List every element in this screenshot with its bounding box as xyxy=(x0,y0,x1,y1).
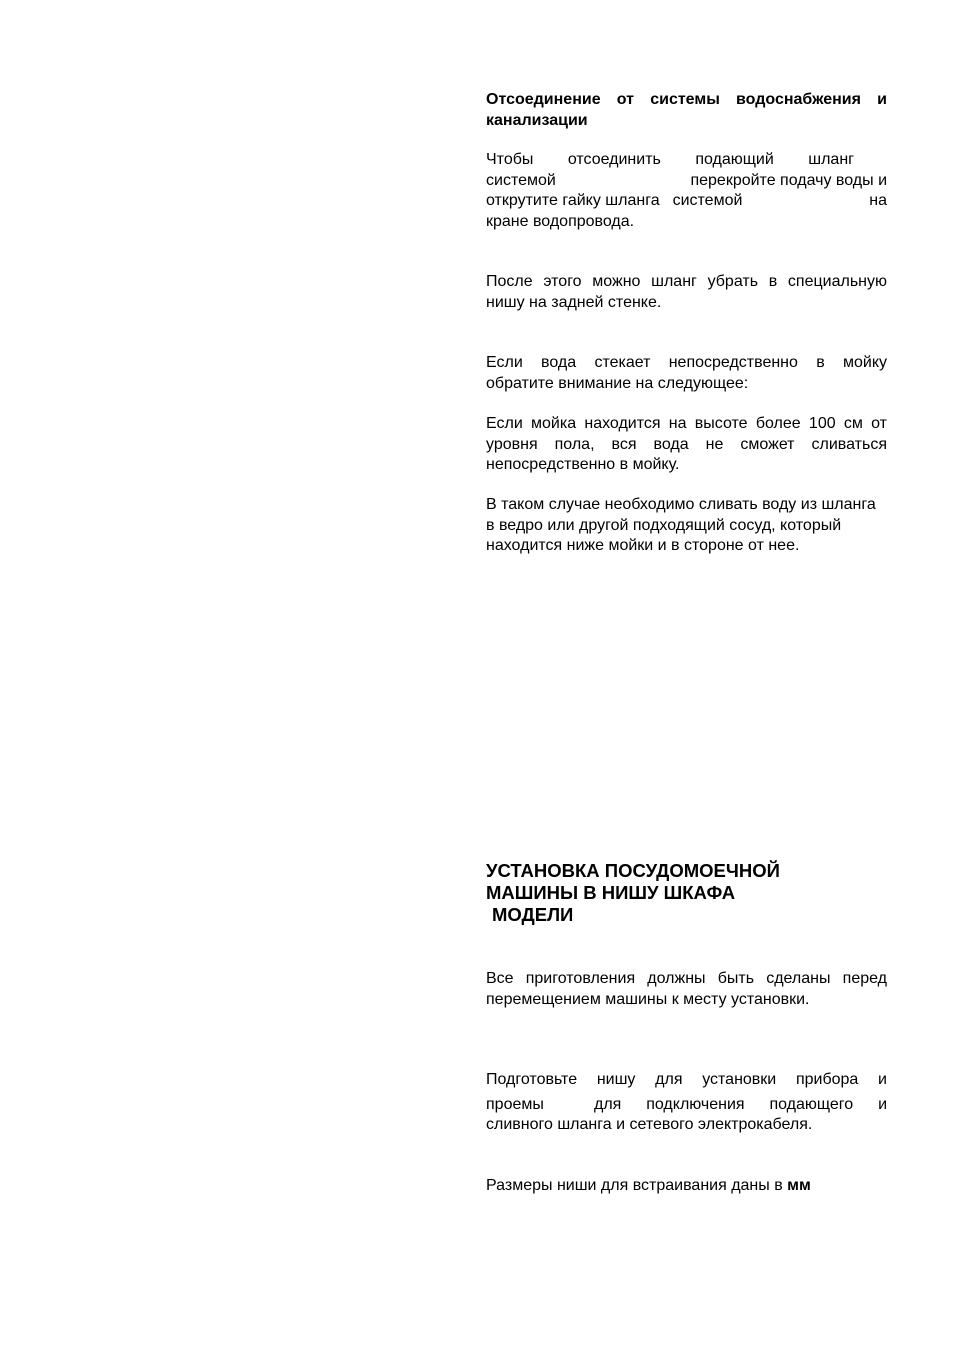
dimensions-text: Размеры ниши для встраивания даны в xyxy=(486,1177,783,1194)
paragraph-line: сливного шланга и сетевого электрокабеля. xyxy=(486,1116,813,1133)
dimensions-unit: мм xyxy=(787,1177,811,1194)
paragraph-bucket: В таком случае необходимо сливать воду из шланга в ведро или другой подходящий сосуд, который находится ниже мойки и в стороне от нее. xyxy=(486,496,876,554)
text-fragment: открутите гайку шланга xyxy=(486,192,660,209)
paragraph-line xyxy=(486,171,887,192)
paragraph-line: Подготовьте нишу для установки прибора и xyxy=(486,1071,887,1088)
paragraph-sink-drain: Если вода стекает непосредственно в мойку обратите внимание на следующее: xyxy=(486,354,887,392)
title-line: МАШИНЫ В НИШУ ШКАФА xyxy=(486,882,736,903)
paragraph-line: кране водопровода. xyxy=(486,212,635,230)
heading-disconnect: Отсоединение от системы водоснабжения и канализации xyxy=(486,91,887,129)
text-fragment: перекройте подачу воды и xyxy=(690,171,887,189)
paragraph-disconnect-hose xyxy=(486,150,887,232)
paragraph-line xyxy=(486,1095,887,1116)
title-line: УСТАНОВКА ПОСУДОМОЕЧНОЙ xyxy=(486,860,780,881)
paragraph-niche-dimensions xyxy=(486,1176,887,1197)
text-fragment: системой xyxy=(486,171,556,189)
text-fragment: для подключения подающего и xyxy=(594,1095,887,1113)
title-line: МОДЕЛИ xyxy=(492,904,574,925)
paragraph-line: Чтобы отсоединить подающий шланг xyxy=(486,151,854,168)
installation-title xyxy=(486,860,887,926)
paragraph-line xyxy=(486,191,887,212)
text-fragment: проемы xyxy=(486,1095,544,1113)
paragraph-preparations: Все приготовления должны быть сделаны перед перемещением машины к месту установки. xyxy=(486,970,887,1008)
paragraph-prepare-niche xyxy=(486,1070,887,1136)
text-fragment: системой xyxy=(672,192,743,209)
text-fragment: на xyxy=(869,192,887,209)
paragraph-store-hose: После этого можно шланг убрать в специальную нишу на задней стенке. xyxy=(486,273,887,311)
paragraph-sink-height: Если мойка находится на высоте более 100 см от уровня пола, вся вода не сможет сливаться непосредственно в мойку. xyxy=(486,415,887,473)
